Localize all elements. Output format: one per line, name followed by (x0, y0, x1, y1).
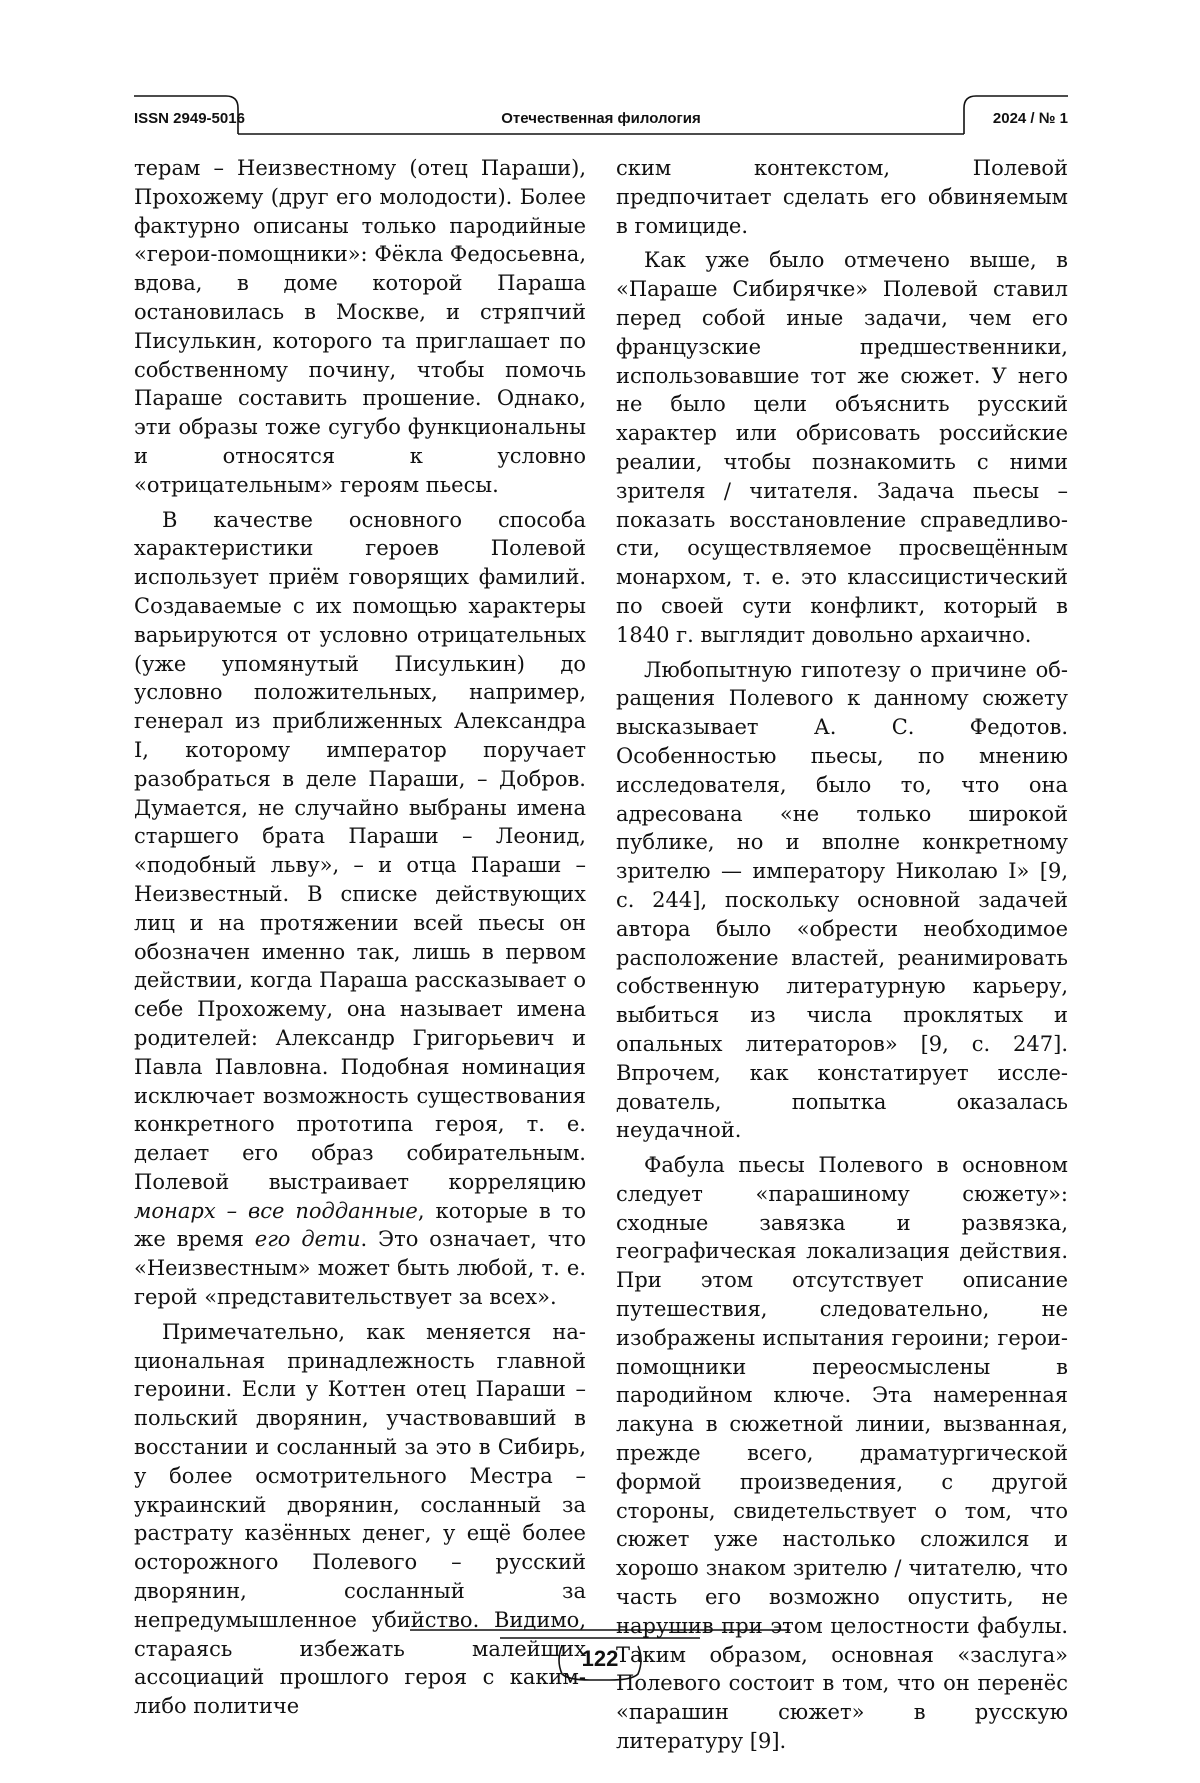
left-paragraph-2-mid: , которые в то же время (134, 1198, 586, 1252)
right-paragraph-1: ским контекстом, Полевой предпочитает сделать его обвиняемым в гомициде. (616, 156, 1068, 238)
header-issue: 2024 / № 1 (992, 110, 1068, 127)
left-paragraph-2 (134, 506, 586, 1312)
running-header (134, 88, 1068, 136)
right-paragraph-3: Любопытную гипотезу о причине обращения Полевого к данному сюжету высказывает А. С. Федотов. Особенностью пьесы, по мнению исследователя, было то, что она адресована «не только широкой публике, но и вполне конкретному зрителю — императору Николаю I» [9, с. 244], поскольку основной задачей автора было «обрести необходимое расположение властей, реанимировать собственную литературную карьеру, выбиться из числа проклятых и опальных литераторов» [9, с. 247]. Впрочем, как констатирует исследователь, попытка оказалась неудачной. (616, 657, 1068, 1143)
right-column (616, 154, 1068, 1754)
left-paragraph-2-end: . Это означает, что «Неизвестным» может быть любой, т. е. герой «представительствует за всех». (134, 1227, 586, 1310)
header-journal-title: Отечественная филология (501, 110, 701, 127)
left-paragraph-3: Примечательно, как меняется национальная принадлежность главной героини. Если у Коттен отец Параши – польский дворянин, участвовавший в восстании и сосланный за это в Сибирь, у более осмотрительного Местра – украинский дворянин, сосланный за растрату казённых денег, у ещё более осторожного Полевого – русский дворянин, сосланный за непредумышленное убийство. Видимо, стараясь избежать малейших ассоциаций прошлого героя с каким-либо политиче (134, 1319, 586, 1719)
left-paragraph-2-italic-2: его дети (254, 1227, 361, 1252)
page-number: 122 (581, 1646, 619, 1671)
left-column (134, 154, 586, 1719)
right-paragraph-2: Как уже было отмечено выше, в «Параше Сибирячке» Полевой ставил перед собой иные задачи, чем его французские предшественники, использовавшие тот же сюжет. У него не было цели объяснить русский характер или обрисовать российские реалии, чтобы познакомить с ними зрителя / читателя. Задача пьесы – показать восстановление справедливости, осуществляемое просвещённым монархом, т. е. это классицистический по своей сути конфликт, который в 1840 г. выглядит довольно архаично. (616, 248, 1068, 647)
page-footer (0, 1618, 1200, 1688)
left-paragraph-2-text: В качестве основного способа характеристики героев Полевой использует приём говорящих фамилий. Создаваемые с их помощью характеры варьируются от условно отрицательных (уже упомянутый Писулькин) до условно положительных, например, генерал из приближенных Александра I, которому император поручает разобраться в деле Параши, – Добров. Думается, не случайно выбраны имена старшего брата Параши – Леонид, «подобный льву», – и отца Параши – Неизвестный. В списке действующих лиц и на протяжении всей пьесы он обозначен именно так, лишь в первом действии, когда Параша рассказывает о себе Прохожему, она называет имена родителей: Александр Григорьевич и Павла Павловна. Подобная номинация исключает возможность существования конкретного прототипа героя, т. е. делает его образ собирательным. Полевой выстраивает корреляцию (134, 507, 586, 1194)
left-paragraph-1: терам – Неизвестному (отец Параши), Прохожему (друг его молодости). Более фактурно описаны только пародийные «герои-помощники»: Фёкла Федосьевна, вдова, в доме которой Параша остановилась в Москве, и стряпчий Писулькин, которого та приглашает по собственному почину, чтобы помочь Параше составить прошение. Однако, эти образы тоже сугубо функциональны и относятся к условно «отрицательным» героям пьесы. (134, 156, 586, 497)
left-paragraph-2-italic-1: монарх – все подданные (134, 1198, 418, 1223)
right-paragraph-4: Фабула пьесы Полевого в основном следует «парашиному сюжету»: сходные завязка и развязка, географическая локализация действия. При этом отсутствует описание путешествия, следовательно, не изображены испытания героини; герои-помощники переосмыслены в пародийном ключе. Эта намеренная лакуна в сюжетной линии, вызванная, прежде всего, драматургической формой произведения, с другой стороны, свидетельствует о том, что сюжет уже настолько сложился и хорошо знаком зрителю / читателю, что часть его возможно опустить, не нарушив при этом целостности фабулы. Таким образом, основная «заслуга» Полевого состоит в том, что он перенёс «парашин сюжет» в русскую литературу [9]. (616, 1153, 1068, 1754)
header-issn: ISSN 2949-5016 (134, 110, 245, 127)
